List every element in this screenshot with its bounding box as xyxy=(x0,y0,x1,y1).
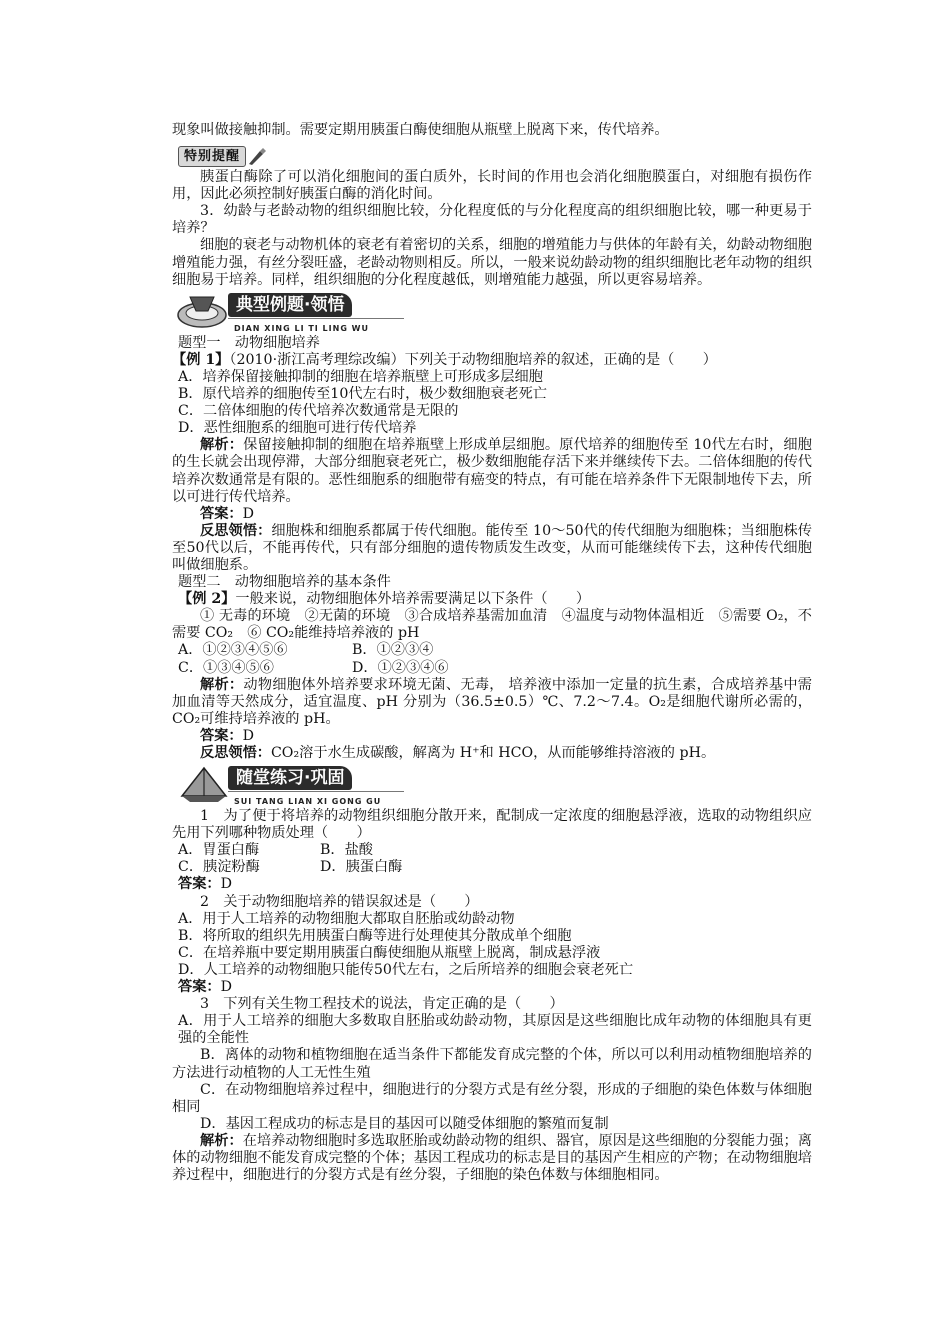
practice-q2: 2 关于动物细胞培养的错误叙述是（ ） xyxy=(200,893,479,910)
special-reminder-badge xyxy=(178,145,268,167)
practice-q3-analysis: 在培养动物细胞时多选取胚胎或幼龄动物的组织、器官，原因是这些细胞的分裂能力强；离体的动物细胞不能发育成完整的个体；基因工程成功的标志是目的基因产生相应的产物；在动物细胞培养过程中，细胞进行的分裂方式是有丝分裂，子细胞的染色体数与体细胞相同。 xyxy=(172,1132,812,1184)
type1-heading: 题型一 动物细胞培养 xyxy=(178,334,320,351)
example2-option-b: B．①②③④ xyxy=(352,642,434,659)
practice-q1-option-d: D．胰蛋白酶 xyxy=(320,859,403,876)
practice-q3-option-a: A．用于人工培养的细胞大多数取自胚胎或幼龄动物，其原因是这些细胞比成年动物的体细胞具有更强的全能性 xyxy=(178,1013,812,1047)
banner-rule xyxy=(228,318,404,319)
practice-q1-option-a: A．胃蛋白酶 xyxy=(178,842,260,859)
practice-q1-option-c: C．胰淀粉酶 xyxy=(178,859,260,876)
answer-label: 答案： xyxy=(178,979,221,996)
example2-option-row xyxy=(172,660,812,677)
question-3-answer: 细胞的衰老与动物机体的衰老有着密切的关系，细胞的增殖能力与供体的年龄有关，幼龄动物细胞增殖能力强，有丝分裂旺盛，老龄动物则相反。所以，一般来说幼龄动物的组织细胞比老年动物的组织细胞易于培养。同样，组织细胞的分化程度越低，则增殖能力越强，所以更容易培养。 xyxy=(172,237,812,288)
practice-q1-option-row xyxy=(172,859,812,876)
answer-label: 答案： xyxy=(178,876,221,893)
practice-q1-option-row xyxy=(172,842,812,859)
practice-q2-answer: D xyxy=(220,979,232,996)
question-3: 3．幼龄与老龄动物的组织细胞比较，分化程度低的与分化程度高的组织细胞比较，哪一种更易于培养？ xyxy=(172,203,812,237)
answer-label: 答案： xyxy=(200,727,243,744)
analysis-label: 解析： xyxy=(200,676,244,693)
practice-q3: 3 下列有关生物工程技术的说法，肯定正确的是（ ） xyxy=(200,996,564,1013)
example2-text: 一般来说，动物细胞体外培养需要满足以下条件（ ） xyxy=(235,591,591,608)
practice-q2-option-d: D．人工培养的动物细胞只能传50代左右，之后所培养的细胞会衰老死亡 xyxy=(178,961,634,978)
example2-option-row xyxy=(172,642,812,659)
practice-q2-option-b: B．将所取的组织先用胰蛋白酶等进行处理使其分散成单个细胞 xyxy=(178,927,572,944)
example1-reflect: 细胞株和细胞系都属于传代细胞。能传至 10～50代的传代细胞为细胞株；当细胞株传至50代以后，不能再传代，只有部分细胞的遗传物质发生改变，从而可能继续传下去，这种传代细胞叫做细胞系。 xyxy=(172,522,812,573)
practice-q1-answer: D xyxy=(220,876,232,893)
example2-option-d: D．①②③④⑥ xyxy=(352,659,449,676)
reminder-note: 胰蛋白酶除了可以消化细胞间的蛋白质外，长时间的作用也会消化细胞膜蛋白，对细胞有损伤作用，因此必须控制好胰蛋白酶的消化时间。 xyxy=(172,169,812,203)
example2-tag: 【例 2】 xyxy=(178,591,236,608)
analysis-label: 解析： xyxy=(200,437,244,454)
example2-option-a: A．①②③④⑤⑥ xyxy=(178,642,288,659)
type2-heading: 题型二 动物细胞培养的基本条件 xyxy=(178,574,391,591)
example1-option-d: D．恶性细胞系的细胞可进行传代培养 xyxy=(178,420,417,437)
section-banner-examples xyxy=(176,289,416,335)
example1-option-b: B．原代培养的细胞传至10代左右时，极少数细胞衰老死亡 xyxy=(178,386,547,403)
example2-answer: D xyxy=(242,727,254,744)
practice-q3-option-d: D．基因工程成功的标志是目的基因可以随受体细胞的繁殖而复制 xyxy=(200,1115,609,1132)
banner-emblem-icon xyxy=(176,289,232,333)
pen-icon xyxy=(246,145,268,167)
reflect-label: 反思领悟： xyxy=(200,745,271,761)
section-title: 随堂练习·巩固 xyxy=(228,766,352,790)
section-banner-practice xyxy=(176,762,416,808)
section-subtitle: SUI TANG LIAN XI GONG GU xyxy=(234,797,382,807)
document-page xyxy=(172,122,812,1184)
practice-q1: 1 为了便于将培养的动物组织细胞分散开来，配制成一定浓度的细胞悬浮液，选取的动物组织应先用下列哪种物质处理（ ） xyxy=(172,808,812,842)
practice-q3-option-c: C．在动物细胞培养过程中，细胞进行的分裂方式是有丝分裂，形成的子细胞的染色体数与体细胞相同 xyxy=(172,1081,812,1115)
banner-rule xyxy=(228,791,404,792)
practice-q3-option-b: B．离体的动物和植物细胞在适当条件下都能发育成完整的个体，所以可以利用动植物细胞培养的方法进行动植物的人工无性生殖 xyxy=(172,1047,812,1081)
example1-option-a: A．培养保留接触抑制的细胞在培养瓶壁上可形成多层细胞 xyxy=(178,368,543,385)
answer-label: 答案： xyxy=(200,505,243,522)
example2-option-c: C．①③④⑤⑥ xyxy=(178,659,274,676)
banner-emblem-icon xyxy=(176,762,232,806)
badge-label: 特别提醒 xyxy=(178,146,246,167)
example1-analysis: 保留接触抑制的细胞在培养瓶壁上形成单层细胞。原代培养的细胞传至 10代左右时，细胞的生长就会出现停滞，大部分细胞衰老死亡，极少数细胞能存活下来并继续传下去。二倍体细胞的传代培养次数通常是有限的。恶性细胞系的细胞带有癌变的特点，有可能在培养条件下无限制地传下去，所以可进行传代培养。 xyxy=(172,437,812,505)
example1-answer: D xyxy=(242,505,254,522)
practice-q2-option-a: A．用于人工培养的动物细胞大都取自胚胎或幼龄动物 xyxy=(178,910,515,927)
example1-option-c: C．二倍体细胞的传代培养次数通常是无限的 xyxy=(178,403,459,420)
practice-q2-option-c: C．在培养瓶中要定期用胰蛋白酶使细胞从瓶壁上脱离，制成悬浮液 xyxy=(178,944,601,961)
section-subtitle: DIAN XING LI TI LING WU xyxy=(234,323,369,333)
example1-tag: 【例 1】 xyxy=(172,351,230,368)
practice-q1-option-b: B．盐酸 xyxy=(320,842,373,859)
example2-reflect: CO₂溶于水生成碳酸，解离为 H⁺和 HCO，从而能够维持溶液的 pH。 xyxy=(270,745,716,761)
analysis-label: 解析： xyxy=(200,1132,243,1149)
section-title: 典型例题·领悟 xyxy=(228,293,352,317)
reflect-label: 反思领悟： xyxy=(200,522,272,539)
example2-conditions: ① 无毒的环境 ②无菌的环境 ③合成培养基需加血清 ④温度与动物体温相近 ⑤需要 O₂，不需要 CO₂ ⑥ CO₂能维持培养液的 pH xyxy=(172,608,812,642)
intro-line: 现象叫做接触抑制。需要定期用胰蛋白酶使细胞从瓶壁上脱离下来，传代培养。 xyxy=(172,122,669,138)
example1-text: （2010·浙江高考理综改编）下列关于动物细胞培养的叙述，正确的是（ ） xyxy=(229,351,717,368)
example2-analysis: 动物细胞体外培养要求环境无菌、无毒， 培养液中添加一定量的抗生素，合成培养基中需加血清等天然成分，适宜温度、pH 分别为（36.5±0.5）℃、7.2～7.4。O₂是细胞代谢所必需的，CO₂可维持培养液的 pH。 xyxy=(172,676,812,727)
